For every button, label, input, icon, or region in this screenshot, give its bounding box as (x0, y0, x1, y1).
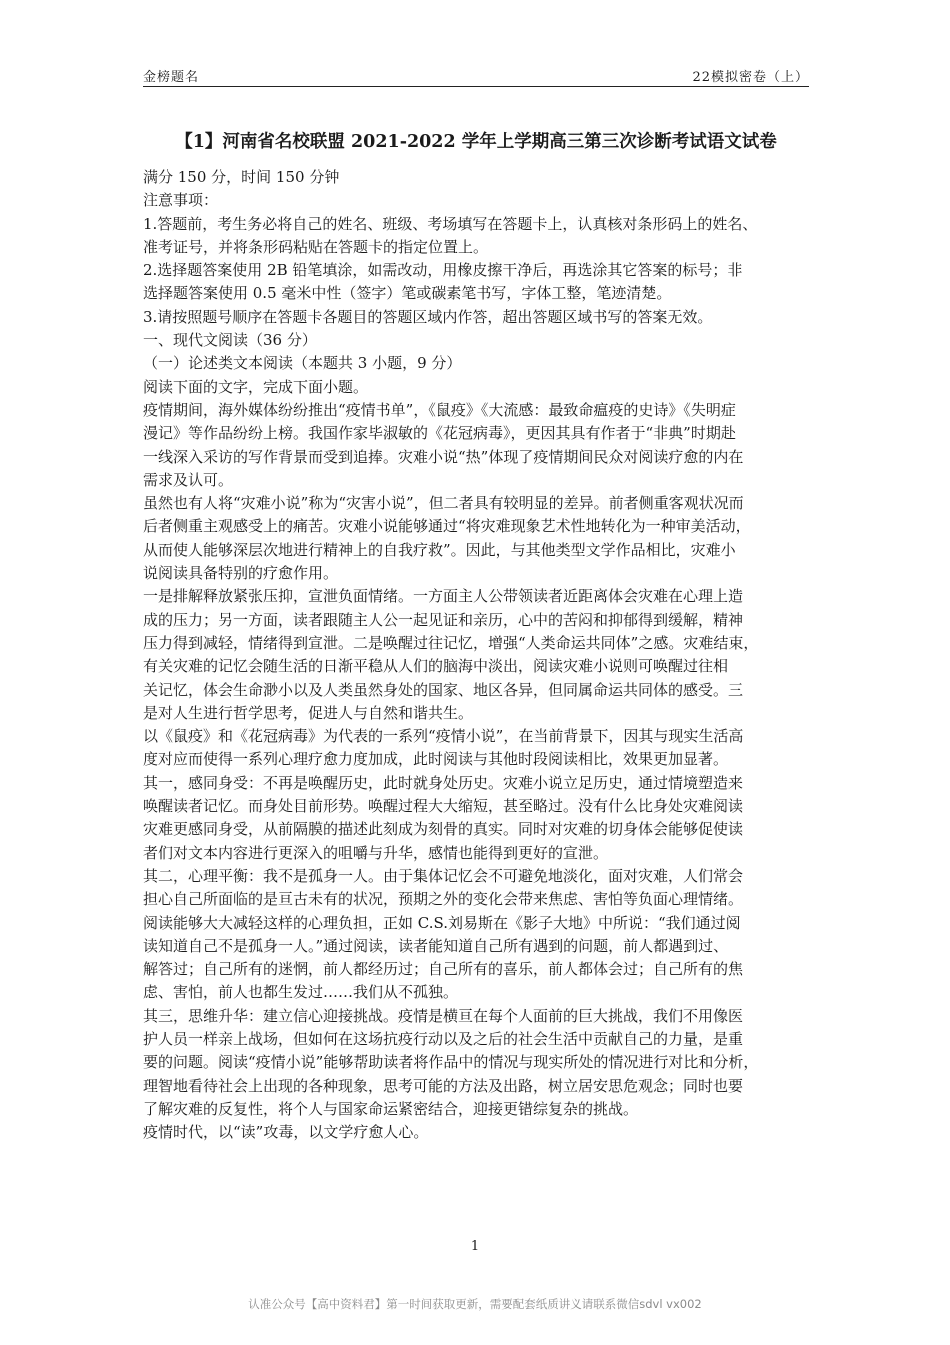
text-line: 是对人生进行哲学思考，促进人与自然和谐共生。 (143, 703, 474, 722)
text-line: 阅读能够大大减轻这样的心理负担，正如 C.S.刘易斯在《影子大地》中所说：“我们通过阅 (143, 913, 741, 932)
text-line: 成的压力；另一方面，读者跟随主人公一起见证和亲历，心中的苦闷和抑郁得到缓解，精神 (143, 610, 744, 629)
text-line: 疫情时代，以“读”攻毒，以文学疗愈人心。 (143, 1123, 429, 1142)
footer-note: 认准公众号【高中资料君】第一时间获取更新，需要配套纸质讲义请联系微信sdvl vx002 (248, 1297, 702, 1311)
text-line: 者们对文本内容进行更深入的咀嚼与升华，感情也能得到更好的宣泄。 (143, 843, 609, 862)
document-body (143, 166, 809, 1144)
exam-title: 【1】河南省名校联盟 2021-2022 学年上学期高三第三次诊断考试语文试卷 (175, 132, 777, 152)
text-line: 理智地看待社会上出现的各种现象，思考可能的方法及出路，树立居安思危观念；同时也要 (143, 1076, 744, 1095)
text-line: 其三，思维升华：建立信心迎接挑战。疫情是横亘在每个人面前的巨大挑战，我们不用像医 (143, 1006, 744, 1025)
text-line: 有关灾难的记忆会随生活的日渐平稳从人们的脑海中淡出，阅读灾难小说则可唤醒过往相 (143, 657, 729, 676)
text-line: 虽然也有人将“灾难小说”称为“灾害小说”，但二者具有较明显的差异。前者侧重客观状况而 (143, 494, 744, 513)
text-line: 读知道自己不是孤身一人。”通过阅读，读者能知道自己所有遇到的问题，前人都遇到过、 (143, 936, 729, 955)
text-line: 灾难更感同身受，从前隔膜的描述此刻成为刻骨的真实。同时对灾难的切身体会能够促使读 (143, 820, 744, 839)
text-line: 漫记》等作品纷纷上榜。我国作家毕淑敏的《花冠病毒》，更因其具有作者于“非典”时期赴 (143, 424, 736, 443)
text-line: 护人员一样亲上战场，但如何在这场抗疫行动以及之后的社会生活中贡献自己的力量，是重 (143, 1029, 744, 1048)
text-line: 了解灾难的反复性，将个人与国家命运紧密结合，迎接更错综复杂的挑战。 (143, 1099, 639, 1118)
text-line: 其二，心理平衡：我不是孤身一人。由于集体记忆会不可避免地淡化，面对灾难，人们常会 (143, 866, 744, 885)
text-line: 后者侧重主观感受上的痛苦。灾难小说能够通过“将灾难现象艺术性地转化为一种审美活动， (143, 517, 751, 536)
text-line: 从而使人能够深层次地进行精神上的自我疗救”。因此，与其他类型文学作品相比，灾难小 (143, 540, 736, 559)
text-line: 唤醒读者记忆。而身处目前形势。唤醒过程大大缩短，甚至略过。没有什么比身处灾难阅读 (143, 797, 744, 816)
header-left-text: 金榜题名 (143, 70, 200, 85)
text-line: 一是排解释放紧张压抑，宣泄负面情绪。一方面主人公带领读者近距离体会灾难在心理上造 (143, 587, 744, 606)
text-line: 其一，感同身受：不再是唤醒历史，此时就身处历史。灾难小说立足历史，通过情境塑造来 (143, 773, 744, 792)
text-line: 压力得到减轻，情绪得到宣泄。二是唤醒过往记忆，增强“人类命运共同体”之感。灾难结束， (143, 633, 759, 652)
text-line: 以《鼠疫》和《花冠病毒》为代表的一系列“疫情小说”，在当前背景下，因其与现实生活高 (143, 727, 744, 746)
text-line: 2.选择题答案使用 2B 铅笔填涂，如需改动，用橡皮擦干净后，再选涂其它答案的标号；非 (143, 261, 743, 280)
text-line: 阅读下面的文字，完成下面小题。 (143, 377, 369, 396)
header-right-text: 22模拟密卷（上） (692, 70, 809, 85)
page-number: 1 (470, 1239, 480, 1254)
text-line: 担心自己所面临的是亘古未有的状况，预期之外的变化会带来焦虑、害怕等负面心理情绪。 (143, 890, 744, 909)
text-line: 选择题答案使用 0.5 毫米中性（签字）笔或碳素笔书写，字体工整，笔迹清楚。 (143, 284, 672, 303)
text-line: 说阅读具备特别的疗愈作用。 (143, 564, 339, 583)
section-heading: 一、现代文阅读（36 分） (143, 331, 317, 350)
text-line: 满分 150 分，时间 150 分钟 (143, 168, 340, 186)
text-line: 度对应而使得一系列心理疗愈力度加成，此时阅读与其他时段阅读相比，效果更加显著。 (143, 750, 729, 769)
text-line: 1.答题前，考生务必将自己的姓名、班级、考场填写在答题卡上，认真核对条形码上的姓名、 (143, 214, 758, 233)
page-header (143, 64, 809, 87)
text-line: 要的问题。阅读“疫情小说”能够帮助读者将作品中的情况与现实所处的情况进行对比和分析， (143, 1053, 759, 1072)
text-line: 准考证号，并将条形码粘贴在答题卡的指定位置上。 (143, 237, 489, 256)
text-line: 3.请按照题号顺序在答题卡各题目的答题区域内作答，超出答题区域书写的答案无效。 (143, 307, 713, 326)
text-line: 需求及认可。 (143, 470, 234, 489)
text-line: 一线深入采访的写作背景而受到追捧。灾难小说“热”体现了疫情期间民众对阅读疗愈的内在 (143, 447, 744, 466)
text-line: 疫情期间，海外媒体纷纷推出“疫情书单”，《鼠疫》《大流感：最致命瘟疫的史诗》《失明症 (143, 400, 736, 419)
text-line: 关记忆，体会生命渺小以及人类虽然身处的国家、地区各异，但同属命运共同体的感受。三 (143, 680, 744, 699)
text-line: 虑、害怕，前人也都生发过……我们从不孤独。 (143, 983, 459, 1002)
text-line: 注意事项： (143, 191, 219, 210)
subsection-heading: （一）论述类文本阅读（本题共 3 小题，9 分） (143, 354, 462, 373)
text-line: 解答过；自己所有的迷惘，前人都经历过；自己所有的喜乐，前人都体会过；自己所有的焦 (143, 960, 744, 979)
